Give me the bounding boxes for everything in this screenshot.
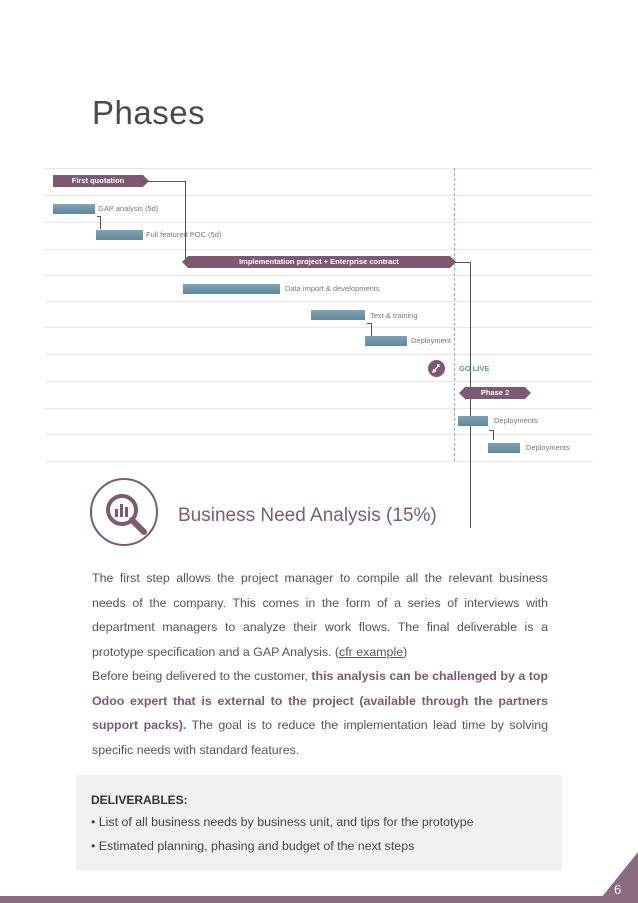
page-title: Phases xyxy=(92,94,206,131)
paragraph-1-end: ) xyxy=(403,644,408,659)
gap-analysis-label: GAP analysis (5d) xyxy=(98,204,159,213)
cfr-example-link[interactable]: cfr example xyxy=(339,644,404,659)
gantt-row xyxy=(45,327,593,354)
gap-analysis-bar xyxy=(53,204,95,214)
footer-bar xyxy=(0,896,638,903)
implementation-tag: Implementation project + Enterprise contract xyxy=(188,256,450,268)
deployment-label: Deployment xyxy=(411,336,452,345)
section-title: Business Need Analysis (15%) xyxy=(178,505,437,526)
connector xyxy=(97,216,101,229)
deliverable-item: • List of all business needs by business unit, and tips for the prototype xyxy=(91,815,474,829)
deployments-label-1: Deployments xyxy=(494,416,538,425)
connector xyxy=(143,181,186,262)
paragraph-2-end: The goal is to reduce the implementation lead time by solving specific needs with standard features. xyxy=(92,718,548,757)
deliverables-title: DELIVERABLES: xyxy=(91,793,188,807)
rocket-icon xyxy=(428,360,445,377)
first-quotation-tag: First quotation xyxy=(53,175,143,187)
body-text xyxy=(92,566,548,762)
analysis-magnifier-icon xyxy=(88,476,166,559)
data-import-bar xyxy=(183,284,280,294)
deployments-bar-2 xyxy=(488,443,520,453)
test-training-bar xyxy=(311,310,365,320)
connector xyxy=(489,430,494,440)
paragraph-1: The first step allows the project manager to compile all the relevant business needs of the company. This comes in the form of a series of interviews with department managers to analyze their work flows. The final deliverable is a prototype specification and a GAP Analysis. ( xyxy=(92,571,548,659)
go-live-label: GO LIVE xyxy=(459,364,490,373)
paragraph-2-highlight: this analysis can be challenged by a top Odoo expert that is external to the project (available through the partners support packs). xyxy=(92,669,548,732)
phases-gantt xyxy=(45,168,593,461)
paragraph-2-start: Before being delivered to the customer, xyxy=(92,669,312,683)
deliverable-item: • Estimated planning, phasing and budget of the next steps xyxy=(91,839,415,853)
deployments-bar-1 xyxy=(458,416,488,426)
deliverables-box xyxy=(76,775,562,870)
deployments-label-2: Deployments xyxy=(526,443,570,452)
page-number: 6 xyxy=(614,882,622,897)
full-poc-bar xyxy=(96,230,143,240)
data-import-label: Data import & developments xyxy=(285,284,380,293)
test-training-label: Test & training xyxy=(370,311,418,320)
connector xyxy=(367,323,372,336)
deployment-bar xyxy=(365,336,407,346)
phase2-tag: Phase 2 xyxy=(465,387,525,399)
gantt-row xyxy=(45,354,593,381)
full-poc-label: Full featured POC (5d) xyxy=(146,230,222,239)
